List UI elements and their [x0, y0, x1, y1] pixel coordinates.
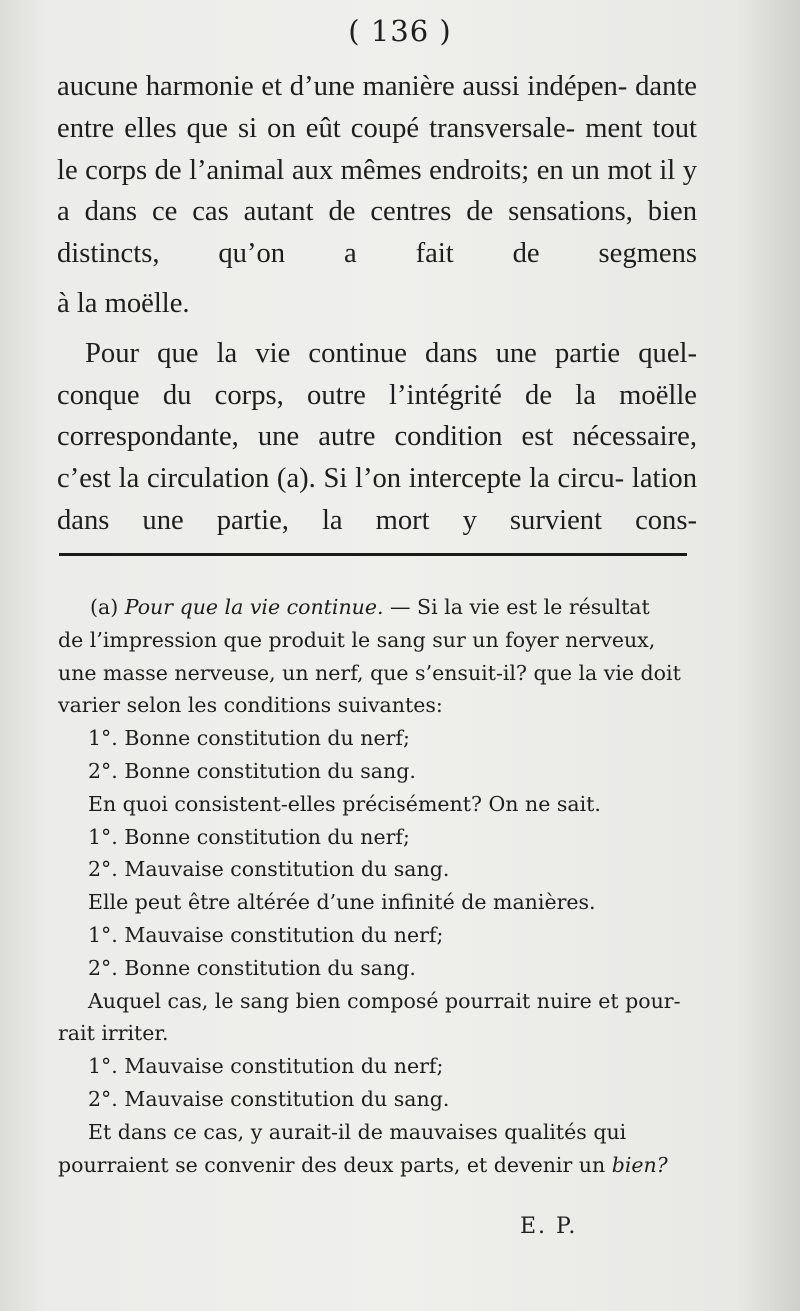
footnote-marker: (a)	[90, 595, 119, 619]
footnote-line: une masse nerveuse, un nerf, que s’ensuit-il? que la vie doit	[58, 660, 681, 685]
footnote-line: de l’impression que produit le sang sur un foyer nerveux,	[58, 627, 656, 652]
footnote-final-italic: bien?	[611, 1152, 668, 1177]
text-line: c’est la circulation (a). Si l’on intercepte la circu-	[57, 463, 625, 495]
footnote-lead-rest: — Si la vie est le résultat	[383, 595, 650, 619]
text-line: aucune harmonie et d’une manière aussi indépen-	[57, 71, 628, 102]
paragraph-2	[57, 333, 697, 542]
footnote-line: Et dans ce cas, y aurait-il de mauvaises qualités qui	[88, 1119, 627, 1144]
footnote-line: 2°. Bonne constitution du sang.	[88, 758, 416, 783]
footnote-line: varier selon les conditions suivantes:	[58, 693, 443, 718]
footnote	[58, 591, 694, 1181]
footnote-line: Elle peut être altérée d’une infinité de manières.	[88, 890, 596, 915]
text-line: Pour que la vie continue dans une partie quel-	[85, 337, 697, 369]
footnote-line: En quoi consistent-elles précisément? On ne sait.	[88, 791, 601, 816]
text-line: dante entre elles que si on eût coupé transversale-	[57, 71, 697, 144]
footnote-line: 1°. Bonne constitution du nerf;	[88, 726, 410, 751]
text-line: conque du corps, outre l’intégrité de la moëlle	[57, 379, 697, 411]
footnote-line: 2°. Bonne constitution du sang.	[88, 955, 416, 980]
footnote-line: 1°. Mauvaise constitution du nerf;	[88, 1054, 444, 1079]
footnote-line: 2°. Mauvaise constitution du sang.	[88, 857, 450, 882]
paragraph-1-end	[57, 283, 697, 325]
footnote-lead-italic: Pour que la vie continue.	[124, 595, 384, 619]
footnote-line: 1°. Mauvaise constitution du nerf;	[88, 922, 444, 947]
footnote-signature: E. P.	[520, 1214, 578, 1239]
footnote-line: rait irriter.	[58, 1021, 169, 1046]
text-line: correspondante, une autre condition est nécessaire,	[57, 421, 697, 453]
main-text	[57, 66, 697, 542]
text-line: lation dans une partie, la mort y survient cons-	[57, 463, 697, 536]
footnote-heading	[58, 591, 694, 624]
footnote-line-final	[58, 1149, 694, 1182]
footnote-line: 1°. Bonne constitution du nerf;	[88, 824, 410, 849]
footnote-separator-rule	[59, 553, 687, 556]
footnote-line: Auquel cas, le sang bien composé pourrait nuire et pour-	[88, 988, 681, 1013]
paragraph-1	[57, 66, 697, 275]
page-number: ( 136 )	[348, 14, 452, 48]
text-line: en un mot il y a dans ce cas autant de centres de	[57, 154, 698, 228]
text-line: ment tout le corps de l’animal aux mêmes endroits;	[57, 112, 697, 186]
footnote-line: 2°. Mauvaise constitution du sang.	[88, 1086, 450, 1111]
text-line: à la moëlle.	[57, 287, 190, 319]
text-line: sensations, bien distincts, qu’on a fait de segmens	[57, 196, 697, 270]
footnote-line: pourraient se convenir des deux parts, et devenir un	[58, 1152, 606, 1177]
